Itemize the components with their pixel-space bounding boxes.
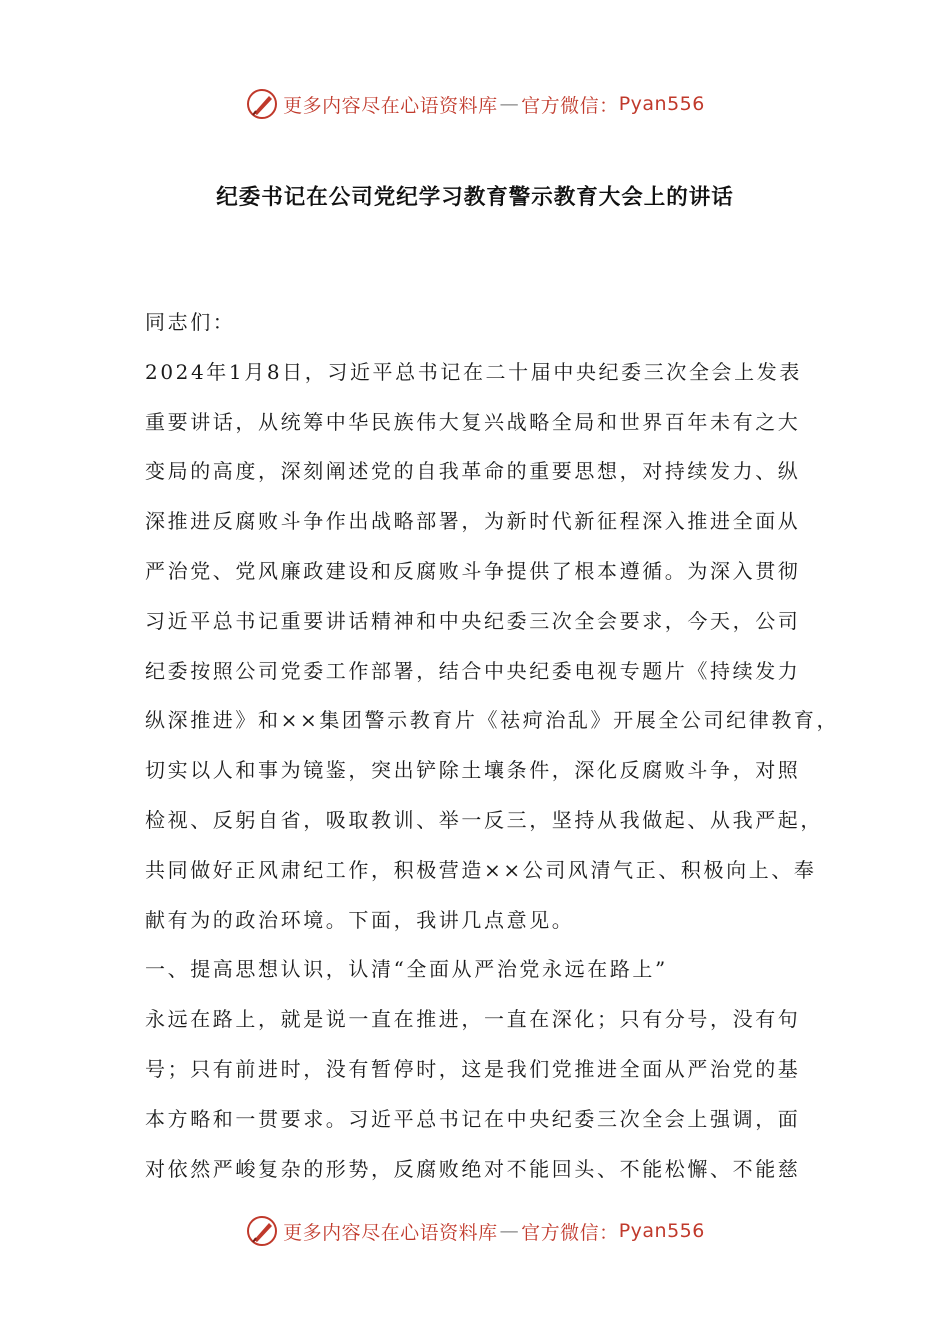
body-line: 号；只有前进时，没有暂停时，这是我们党推进全面从严治党的基 xyxy=(145,1056,801,1081)
header-watermark xyxy=(0,84,950,124)
body-line: 检视、反躬自省，吸取教训、举一反三，坚持从我做起、从我严起， xyxy=(145,807,823,832)
watermark-contact-id: Pyan556 xyxy=(618,1220,705,1242)
body-line: 同志们： xyxy=(145,310,236,334)
watermark-text: 更多内容尽在心语资料库 xyxy=(283,94,498,117)
body-line: 对依然严峻复杂的形势，反腐败绝对不能回头、不能松懈、不能慈 xyxy=(145,1156,801,1181)
body-line: 献有为的政治环境。下面，我讲几点意见。 xyxy=(145,907,575,932)
document-body xyxy=(145,298,840,1194)
body-line: 深推进反腐败斗争作出战略部署，为新时代新征程深入推进全面从 xyxy=(145,509,801,534)
body-line: 永远在路上，就是说一直在推进，一直在深化；只有分号，没有句 xyxy=(145,1007,801,1032)
quill-pen-logo-icon xyxy=(245,1214,279,1248)
watermark-contact-label: 官方微信： xyxy=(521,1221,619,1244)
document-title: 纪委书记在公司党纪学习教育警示教育大会上的讲话 xyxy=(216,185,734,210)
body-line: 纪委按照公司党委工作部署，结合中央纪委电视专题片《持续发力 xyxy=(145,658,801,683)
footer-watermark xyxy=(0,1211,950,1251)
body-line: 纵深推进》和××集团警示教育片《祛疴治乱》开展全公司纪律教育， xyxy=(145,708,840,733)
body-line: 严治党、党风廉政建设和反腐败斗争提供了根本遵循。为深入贯彻 xyxy=(145,558,801,583)
body-line: 切实以人和事为镜鉴，突出铲除土壤条件，深化反腐败斗争，对照 xyxy=(145,758,801,783)
watermark-dash: — xyxy=(499,93,520,115)
body-line: 共同做好正风肃纪工作，积极营造××公司风清气正、积极向上、奉 xyxy=(145,857,817,882)
watermark-dash: — xyxy=(499,1220,520,1242)
watermark-text: 更多内容尽在心语资料库 xyxy=(283,1221,498,1244)
body-line: 变局的高度，深刻阐述党的自我革命的重要思想，对持续发力、纵 xyxy=(145,459,801,484)
body-line: 习近平总书记重要讲话精神和中央纪委三次全会要求，今天，公司 xyxy=(145,608,801,633)
body-line: 2024年1月8日，习近平总书记在二十届中央纪委三次全会上发表 xyxy=(145,359,802,384)
watermark-contact-label: 官方微信： xyxy=(521,94,619,117)
section-heading: 一、提高思想认识，认清“全面从严治党永远在路上” xyxy=(145,957,668,982)
quill-pen-logo-icon xyxy=(245,87,279,121)
watermark-contact-id: Pyan556 xyxy=(618,93,705,115)
body-line: 重要讲话，从统筹中华民族伟大复兴战略全局和世界百年未有之大 xyxy=(145,409,801,434)
body-line: 本方略和一贯要求。习近平总书记在中央纪委三次全会上强调，面 xyxy=(145,1106,801,1131)
